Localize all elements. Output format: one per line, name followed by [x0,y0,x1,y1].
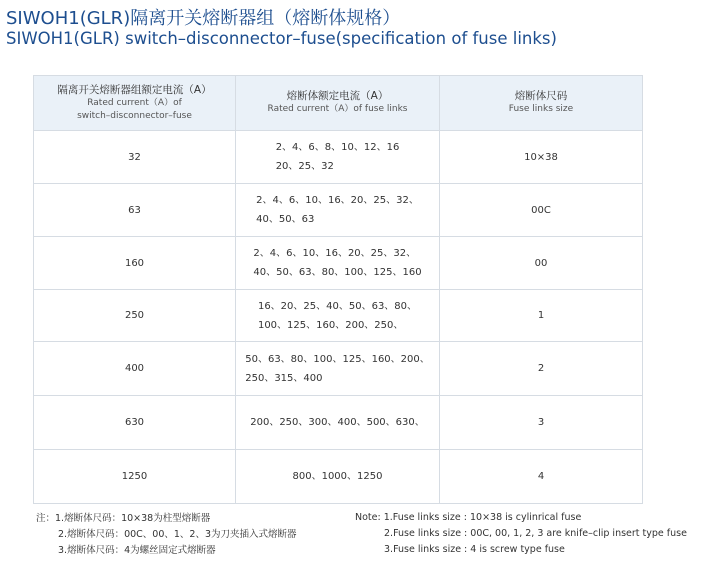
header-cn: 熔断体额定电流（A） [286,90,389,102]
table-row [34,131,643,184]
fuse-currents-line1: 16、20、25、40、50、63、80、 [257,300,418,312]
fuse-currents-line1: 2、4、6、10、16、20、25、32、 [256,195,419,206]
cell-rated-current: 160 [34,237,236,290]
header-en-line2: switch–disconnector–fuse [77,110,192,121]
fuse-currents-line1: 50、63、80、100、125、160、200、 [245,353,430,365]
fuse-currents-line2: 20、25、32 [275,161,334,172]
header-rated-current-switch [34,76,236,131]
cell-rated-current: 63 [34,184,236,237]
cell-fuse-size: 2 [440,342,643,396]
header-fuse-links-size [440,76,643,131]
cell-fuse-link-currents [236,396,440,450]
cell-fuse-size: 00C [440,184,643,237]
cell-rated-current: 1250 [34,450,236,504]
fuse-currents-line1: 2、4、6、8、10、12、16 [275,142,400,153]
note-cn-1: 注：1.熔断体尺码：10×38为柱型熔断器 [36,513,211,524]
cell-fuse-link-currents [236,450,440,504]
table-row [34,184,643,237]
page-title-en: SIWOH1(GLR) switch–disconnector–fuse(specification of fuse links) [6,29,557,48]
cell-rated-current: 32 [34,131,236,184]
table-row [34,450,643,504]
header-cn: 熔断体尺码 [514,90,568,102]
note-en-2: 2.Fuse links size : 00C, 00, 1, 2, 3 are knife–clip insert type fuse [384,528,687,539]
cell-fuse-link-currents [236,342,440,396]
cell-fuse-size: 10×38 [440,131,643,184]
cell-fuse-size: 3 [440,396,643,450]
table-row [34,342,643,396]
cell-fuse-size: 4 [440,450,643,504]
table-row [34,290,643,342]
fuse-currents-line1: 2、4、6、10、16、20、25、32、 [253,248,417,259]
cell-rated-current: 250 [34,290,236,342]
cell-fuse-link-currents [236,237,440,290]
cell-fuse-link-currents [236,290,440,342]
cell-rated-current: 630 [34,396,236,450]
fuse-spec-table [33,75,643,504]
fuse-currents-line2: 250、315、400 [245,372,323,384]
cell-fuse-size: 1 [440,290,643,342]
notes-english [355,510,687,558]
header-en-line1: Rated current（A）of fuse links [267,104,408,114]
note-en-1: Note: 1.Fuse links size : 10×38 is cylinrical fuse [355,512,582,523]
note-cn-2: 2.熔断体尺码：00C、00、1、2、3为刀夹插入式熔断器 [58,529,297,540]
note-en-3: 3.Fuse links size : 4 is screw type fuse [384,544,565,555]
header-cn: 隔离开关熔断器组额定电流（A） [57,83,212,96]
header-en-line1: Fuse links size [508,104,574,114]
cell-fuse-size: 00 [440,237,643,290]
fuse-currents-line1: 200、250、300、400、500、630、 [250,417,425,428]
table-row [34,396,643,450]
fuse-currents-line2: 40、50、63、80、100、125、160 [253,267,422,278]
header-en-line1: Rated current（A）of [87,97,182,108]
note-cn-3: 3.熔断体尺码：4为螺丝固定式熔断器 [58,545,216,556]
cell-fuse-link-currents [236,184,440,237]
page-title-cn: SIWOH1(GLR)隔离开关熔断器组（熔断体规格） [6,8,401,29]
cell-rated-current: 400 [34,342,236,396]
fuse-currents-line2: 40、50、63 [256,214,315,225]
fuse-currents-line2: 100、125、160、200、250、 [257,319,404,331]
cell-fuse-link-currents [236,131,440,184]
header-rated-current-fuse-links [236,76,440,131]
notes-chinese [36,511,297,559]
fuse-currents-line1: 800、1000、1250 [292,471,383,482]
table-row [34,237,643,290]
table-header-row [34,76,643,131]
